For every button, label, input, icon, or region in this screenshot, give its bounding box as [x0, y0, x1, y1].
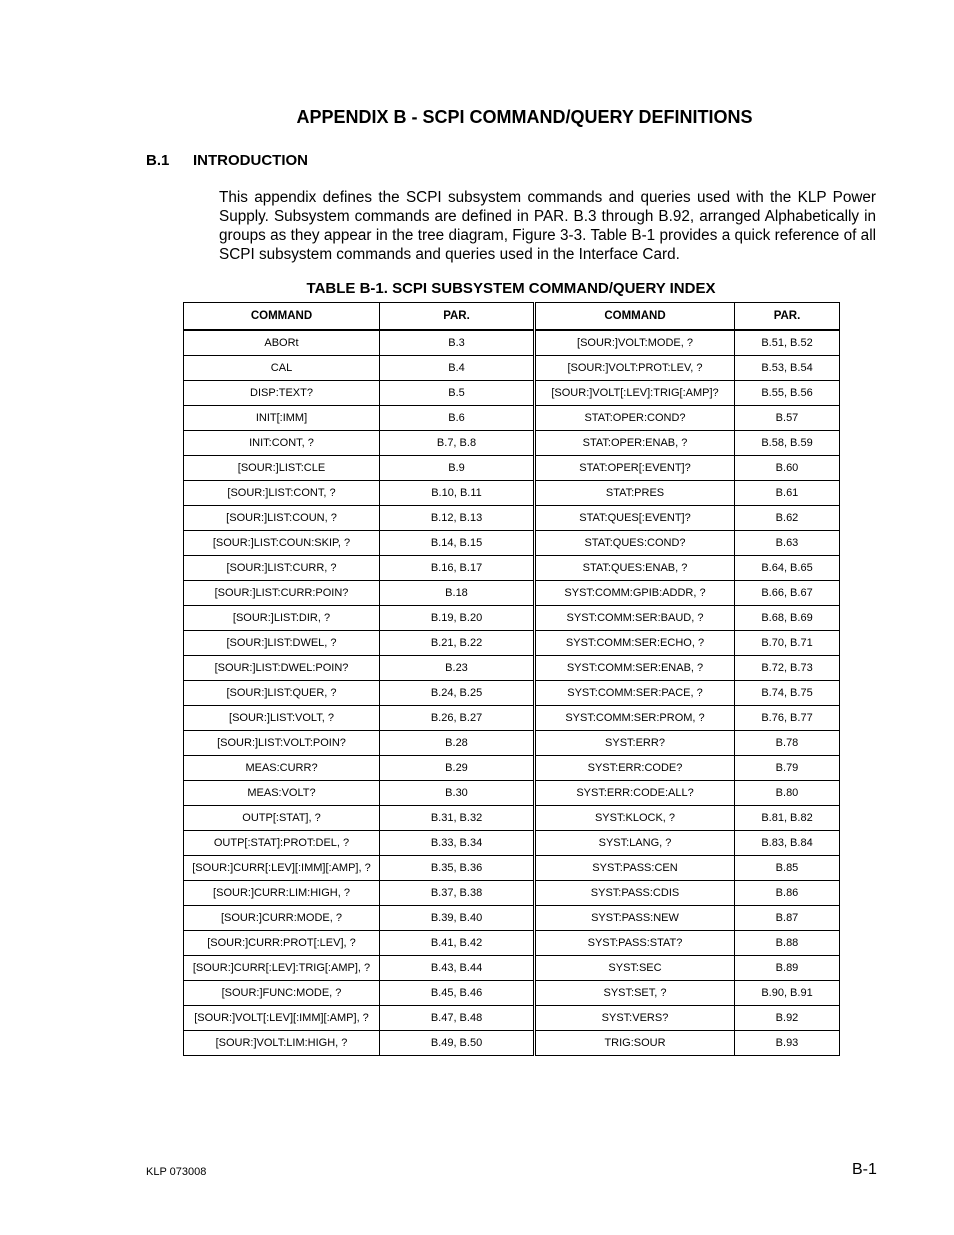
command-cell: SYST:KLOCK, ?	[535, 806, 735, 831]
table-caption: TABLE B-1. SCPI SUBSYSTEM COMMAND/QUERY INDEX	[306, 280, 716, 297]
table-row	[184, 881, 840, 906]
command-cell: [SOUR:]LIST:COUN:SKIP, ?	[184, 531, 380, 556]
command-cell: [SOUR:]VOLT:MODE, ?	[535, 330, 735, 356]
command-cell: [SOUR:]LIST:DWEL, ?	[184, 631, 380, 656]
par-cell: B.51, B.52	[735, 330, 840, 356]
par-cell: B.64, B.65	[735, 556, 840, 581]
command-cell: SYST:ERR?	[535, 731, 735, 756]
command-cell: SYST:PASS:CEN	[535, 856, 735, 881]
par-cell: B.86	[735, 881, 840, 906]
table-row	[184, 581, 840, 606]
par-cell: B.4	[380, 356, 535, 381]
par-cell: B.35, B.36	[380, 856, 535, 881]
par-cell: B.10, B.11	[380, 481, 535, 506]
table-row	[184, 806, 840, 831]
command-cell: [SOUR:]LIST:CURR, ?	[184, 556, 380, 581]
command-cell: TRIG:SOUR	[535, 1031, 735, 1056]
page-number: B-1	[852, 1161, 877, 1178]
par-cell: B.90, B.91	[735, 981, 840, 1006]
par-cell: B.78	[735, 731, 840, 756]
par-cell: B.37, B.38	[380, 881, 535, 906]
command-cell: MEAS:CURR?	[184, 756, 380, 781]
par-cell: B.81, B.82	[735, 806, 840, 831]
par-cell: B.63	[735, 531, 840, 556]
par-cell: B.5	[380, 381, 535, 406]
par-cell: B.79	[735, 756, 840, 781]
table-row	[184, 456, 840, 481]
section-number: B.1	[146, 152, 170, 169]
command-cell: [SOUR:]VOLT:LIM:HIGH, ?	[184, 1031, 380, 1056]
par-cell: B.16, B.17	[380, 556, 535, 581]
command-cell: [SOUR:]LIST:VOLT:POIN?	[184, 731, 380, 756]
command-cell: SYST:COMM:SER:BAUD, ?	[535, 606, 735, 631]
par-cell: B.9	[380, 456, 535, 481]
par-cell: B.76, B.77	[735, 706, 840, 731]
command-cell: SYST:LANG, ?	[535, 831, 735, 856]
table-row	[184, 856, 840, 881]
command-cell: INIT[:IMM]	[184, 406, 380, 431]
par-cell: B.14, B.15	[380, 531, 535, 556]
command-cell: DISP:TEXT?	[184, 381, 380, 406]
table-row	[184, 1006, 840, 1031]
column-header-command: COMMAND	[184, 303, 380, 331]
par-cell: B.80	[735, 781, 840, 806]
command-cell: [SOUR:]CURR:MODE, ?	[184, 906, 380, 931]
command-cell: [SOUR:]VOLT[:LEV][:IMM][:AMP], ?	[184, 1006, 380, 1031]
command-cell: [SOUR:]CURR:LIM:HIGH, ?	[184, 881, 380, 906]
command-cell: [SOUR:]LIST:QUER, ?	[184, 681, 380, 706]
table-row	[184, 681, 840, 706]
command-cell: [SOUR:]LIST:VOLT, ?	[184, 706, 380, 731]
par-cell: B.92	[735, 1006, 840, 1031]
par-cell: B.57	[735, 406, 840, 431]
par-cell: B.85	[735, 856, 840, 881]
table-row	[184, 1031, 840, 1056]
table-row	[184, 981, 840, 1006]
command-cell: [SOUR:]LIST:CLE	[184, 456, 380, 481]
command-cell: [SOUR:]LIST:COUN, ?	[184, 506, 380, 531]
table-header-row	[184, 303, 840, 331]
command-cell: STAT:QUES:ENAB, ?	[535, 556, 735, 581]
command-cell: SYST:VERS?	[535, 1006, 735, 1031]
column-header-command: COMMAND	[535, 303, 735, 331]
command-cell: SYST:PASS:CDIS	[535, 881, 735, 906]
par-cell: B.7, B.8	[380, 431, 535, 456]
par-cell: B.6	[380, 406, 535, 431]
par-cell: B.62	[735, 506, 840, 531]
table-row	[184, 506, 840, 531]
table-row	[184, 431, 840, 456]
command-cell: CAL	[184, 356, 380, 381]
command-cell: SYST:COMM:SER:PACE, ?	[535, 681, 735, 706]
table-row	[184, 831, 840, 856]
table-row	[184, 906, 840, 931]
command-cell: STAT:OPER[:EVENT]?	[535, 456, 735, 481]
table-row	[184, 706, 840, 731]
par-cell: B.47, B.48	[380, 1006, 535, 1031]
par-cell: B.21, B.22	[380, 631, 535, 656]
intro-paragraph: This appendix defines the SCPI subsystem commands and queries used with the KLP Power Supply. Subsystem commands are defined in PAR. B.3 through B.92, arranged Alphabetically in groups as they appear in the tree diagram, Figure 3-3. Table B-1 provides a quick reference of all SCPI subsystem commands and queries used in the Interface Card.	[219, 189, 876, 263]
table-row	[184, 656, 840, 681]
command-cell: STAT:QUES:COND?	[535, 531, 735, 556]
par-cell: B.74, B.75	[735, 681, 840, 706]
command-cell: STAT:OPER:ENAB, ?	[535, 431, 735, 456]
command-cell: SYST:COMM:GPIB:ADDR, ?	[535, 581, 735, 606]
command-cell: SYST:PASS:STAT?	[535, 931, 735, 956]
table-row	[184, 406, 840, 431]
command-cell: [SOUR:]LIST:DWEL:POIN?	[184, 656, 380, 681]
table-row	[184, 356, 840, 381]
table-row	[184, 531, 840, 556]
command-cell: MEAS:VOLT?	[184, 781, 380, 806]
command-cell: [SOUR:]VOLT:PROT:LEV, ?	[535, 356, 735, 381]
document-id: KLP 073008	[146, 1166, 207, 1178]
par-cell: B.53, B.54	[735, 356, 840, 381]
par-cell: B.43, B.44	[380, 956, 535, 981]
par-cell: B.19, B.20	[380, 606, 535, 631]
column-header-par: PAR.	[380, 303, 535, 331]
par-cell: B.55, B.56	[735, 381, 840, 406]
table-row	[184, 756, 840, 781]
par-cell: B.3	[380, 330, 535, 356]
par-cell: B.83, B.84	[735, 831, 840, 856]
command-cell: SYST:COMM:SER:PROM, ?	[535, 706, 735, 731]
command-cell: STAT:OPER:COND?	[535, 406, 735, 431]
table-body	[184, 330, 840, 1056]
command-cell: ABORt	[184, 330, 380, 356]
par-cell: B.89	[735, 956, 840, 981]
command-index-table	[183, 302, 840, 1056]
command-cell: SYST:ERR:CODE?	[535, 756, 735, 781]
command-cell: SYST:SET, ?	[535, 981, 735, 1006]
par-cell: B.93	[735, 1031, 840, 1056]
par-cell: B.87	[735, 906, 840, 931]
table-row	[184, 481, 840, 506]
column-header-par: PAR.	[735, 303, 840, 331]
table-row	[184, 381, 840, 406]
command-cell: [SOUR:]CURR[:LEV]:TRIG[:AMP], ?	[184, 956, 380, 981]
command-cell: [SOUR:]LIST:DIR, ?	[184, 606, 380, 631]
par-cell: B.60	[735, 456, 840, 481]
command-cell: STAT:PRES	[535, 481, 735, 506]
command-cell: SYST:SEC	[535, 956, 735, 981]
par-cell: B.72, B.73	[735, 656, 840, 681]
command-cell: OUTP[:STAT]:PROT:DEL, ?	[184, 831, 380, 856]
table-row	[184, 931, 840, 956]
command-cell: SYST:PASS:NEW	[535, 906, 735, 931]
par-cell: B.68, B.69	[735, 606, 840, 631]
table-row	[184, 631, 840, 656]
par-cell: B.45, B.46	[380, 981, 535, 1006]
command-cell: SYST:ERR:CODE:ALL?	[535, 781, 735, 806]
par-cell: B.12, B.13	[380, 506, 535, 531]
table-row	[184, 606, 840, 631]
par-cell: B.61	[735, 481, 840, 506]
command-cell: [SOUR:]VOLT[:LEV]:TRIG[:AMP]?	[535, 381, 735, 406]
table-row	[184, 731, 840, 756]
table-row	[184, 330, 840, 356]
command-cell: [SOUR:]CURR[:LEV][:IMM][:AMP], ?	[184, 856, 380, 881]
table-row	[184, 956, 840, 981]
command-cell: SYST:COMM:SER:ECHO, ?	[535, 631, 735, 656]
par-cell: B.18	[380, 581, 535, 606]
command-cell: SYST:COMM:SER:ENAB, ?	[535, 656, 735, 681]
par-cell: B.33, B.34	[380, 831, 535, 856]
command-cell: [SOUR:]FUNC:MODE, ?	[184, 981, 380, 1006]
table-row	[184, 781, 840, 806]
par-cell: B.23	[380, 656, 535, 681]
par-cell: B.30	[380, 781, 535, 806]
par-cell: B.24, B.25	[380, 681, 535, 706]
par-cell: B.29	[380, 756, 535, 781]
par-cell: B.28	[380, 731, 535, 756]
section-title: INTRODUCTION	[193, 152, 308, 169]
par-cell: B.88	[735, 931, 840, 956]
command-cell: [SOUR:]CURR:PROT[:LEV], ?	[184, 931, 380, 956]
command-cell: [SOUR:]LIST:CONT, ?	[184, 481, 380, 506]
command-cell: [SOUR:]LIST:CURR:POIN?	[184, 581, 380, 606]
par-cell: B.31, B.32	[380, 806, 535, 831]
par-cell: B.49, B.50	[380, 1031, 535, 1056]
par-cell: B.66, B.67	[735, 581, 840, 606]
par-cell: B.39, B.40	[380, 906, 535, 931]
command-cell: OUTP[:STAT], ?	[184, 806, 380, 831]
par-cell: B.58, B.59	[735, 431, 840, 456]
table-row	[184, 556, 840, 581]
page-title: APPENDIX B - SCPI COMMAND/QUERY DEFINITIONS	[296, 107, 753, 127]
par-cell: B.70, B.71	[735, 631, 840, 656]
par-cell: B.26, B.27	[380, 706, 535, 731]
par-cell: B.41, B.42	[380, 931, 535, 956]
command-cell: INIT:CONT, ?	[184, 431, 380, 456]
command-cell: STAT:QUES[:EVENT]?	[535, 506, 735, 531]
